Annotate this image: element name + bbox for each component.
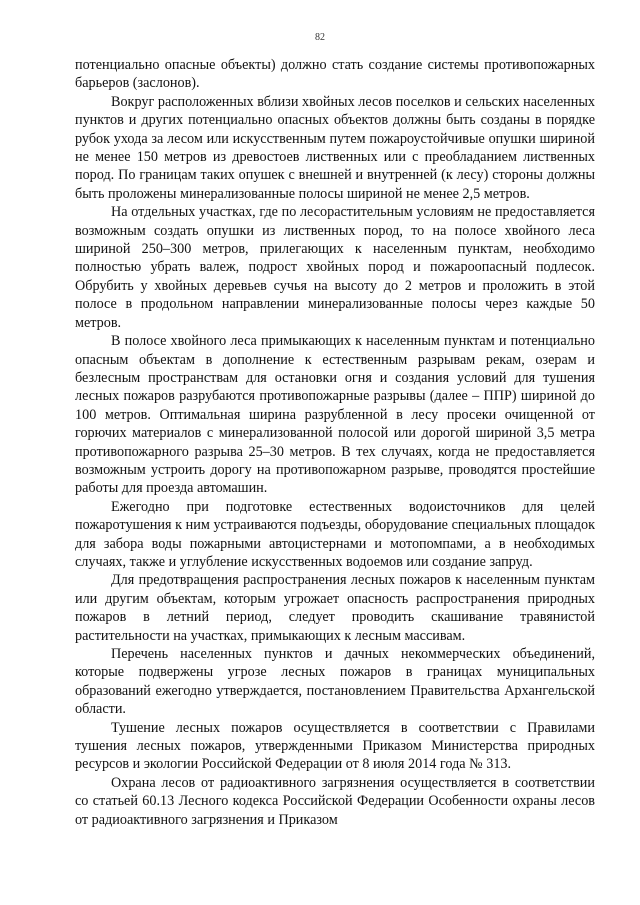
paragraph-coniferous-strip-clearing: На отдельных участках, где по лесорастительным условиям не предоставляется возможным создать опушки из лиственных пород, то на полосе хвойного леса шириной 250–300 метров, прилегающих к населенным пунктам, необходимо полностью убрать валеж, подрост хвойных пород и пожароопасный подлесок. Обрубить у хвойных деревьев сучья на высоту до 2 метров и проложить в этой полосе в продольном направлении минерализованные полосы через каждые 50 метров.: [75, 204, 595, 331]
page-body: [75, 56, 595, 829]
paragraph-grass-mowing: Для предотвращения распространения лесных пожаров к населенным пунктам или другим объектам, которым угрожает опасность распространения природных пожаров в летний период, следует проводить скашивание травянистой растительности на участках, примыкающих к лесным массивам.: [75, 572, 595, 644]
paragraph-firefighting-rules: Тушение лесных пожаров осуществляется в соответствии с Правилами тушения лесных пожаров, утвержденными Приказом Министерства природных ресурсов и экологии Российской Федерации от 8 июля 2014 года № 313.: [75, 719, 595, 773]
paragraph-water-sources: Ежегодно при подготовке естественных водоисточников для целей пожаротушения к ним устраиваются подъезды, оборудование специальных площадок для забора воды пожарными автоцистернами и мотопомпами, а в необходимых случаях, также и углубление искусственных водоемов или создание запруд.: [75, 498, 595, 570]
paragraph-fire-resistant-edges: Вокруг расположенных вблизи хвойных лесов поселков и сельских населенных пунктов и других потенциально опасных объектов должны быть созданы в порядке рубок ухода за лесом или искусственным путем пожароустойчивые опушки шириной не менее 150 метров из древостоев лиственных или с преобладанием лиственных пород. По границам таких опушек с внешней и внутренней (к лесу) стороны должны быть проложены минерализованные полосы шириной не менее 2,5 метров.: [75, 93, 595, 202]
paragraph-radioactive-protection: Охрана лесов от радиоактивного загрязнения осуществляется в соответствии со статьей 60.13 Лесного кодекса Российской Федерации Особенности охраны лесов от радиоактивного загрязнения и Приказом: [75, 774, 595, 828]
paragraph-continuation: потенциально опасные объекты) должно стать создание системы противопожарных барьеров (заслонов).: [75, 57, 595, 92]
page-number: 82: [315, 32, 325, 43]
paragraph-firebreaks: В полосе хвойного леса примыкающих к населенным пунктам и потенциально опасным объектам в дополнение к естественным разрывам рекам, озерам и безлесным пространствам для остановки огня и создания условий для тушения лесных пожаров разрубаются противопожарные разрывы (далее – ППР) шириной до 100 метров. Оптимальная ширина разрубленной в лесу просеки очищенной от горючих материалов с минерализованной полосой или дорогой шириной 3,5 метра противопожарного разрыва 25–30 метров. В тех случаях, когда не предоставляется возможным устроить дорогу на противопожарном разрыве, проводятся простейшие работы для проезда автомашин.: [75, 333, 595, 497]
paragraph-settlements-list: Перечень населенных пунктов и дачных некоммерческих объединений, которые подвержены угрозе лесных пожаров в границах муниципальных образований ежегодно утверждается, постановлением Правительства Архангельской области.: [75, 646, 595, 718]
